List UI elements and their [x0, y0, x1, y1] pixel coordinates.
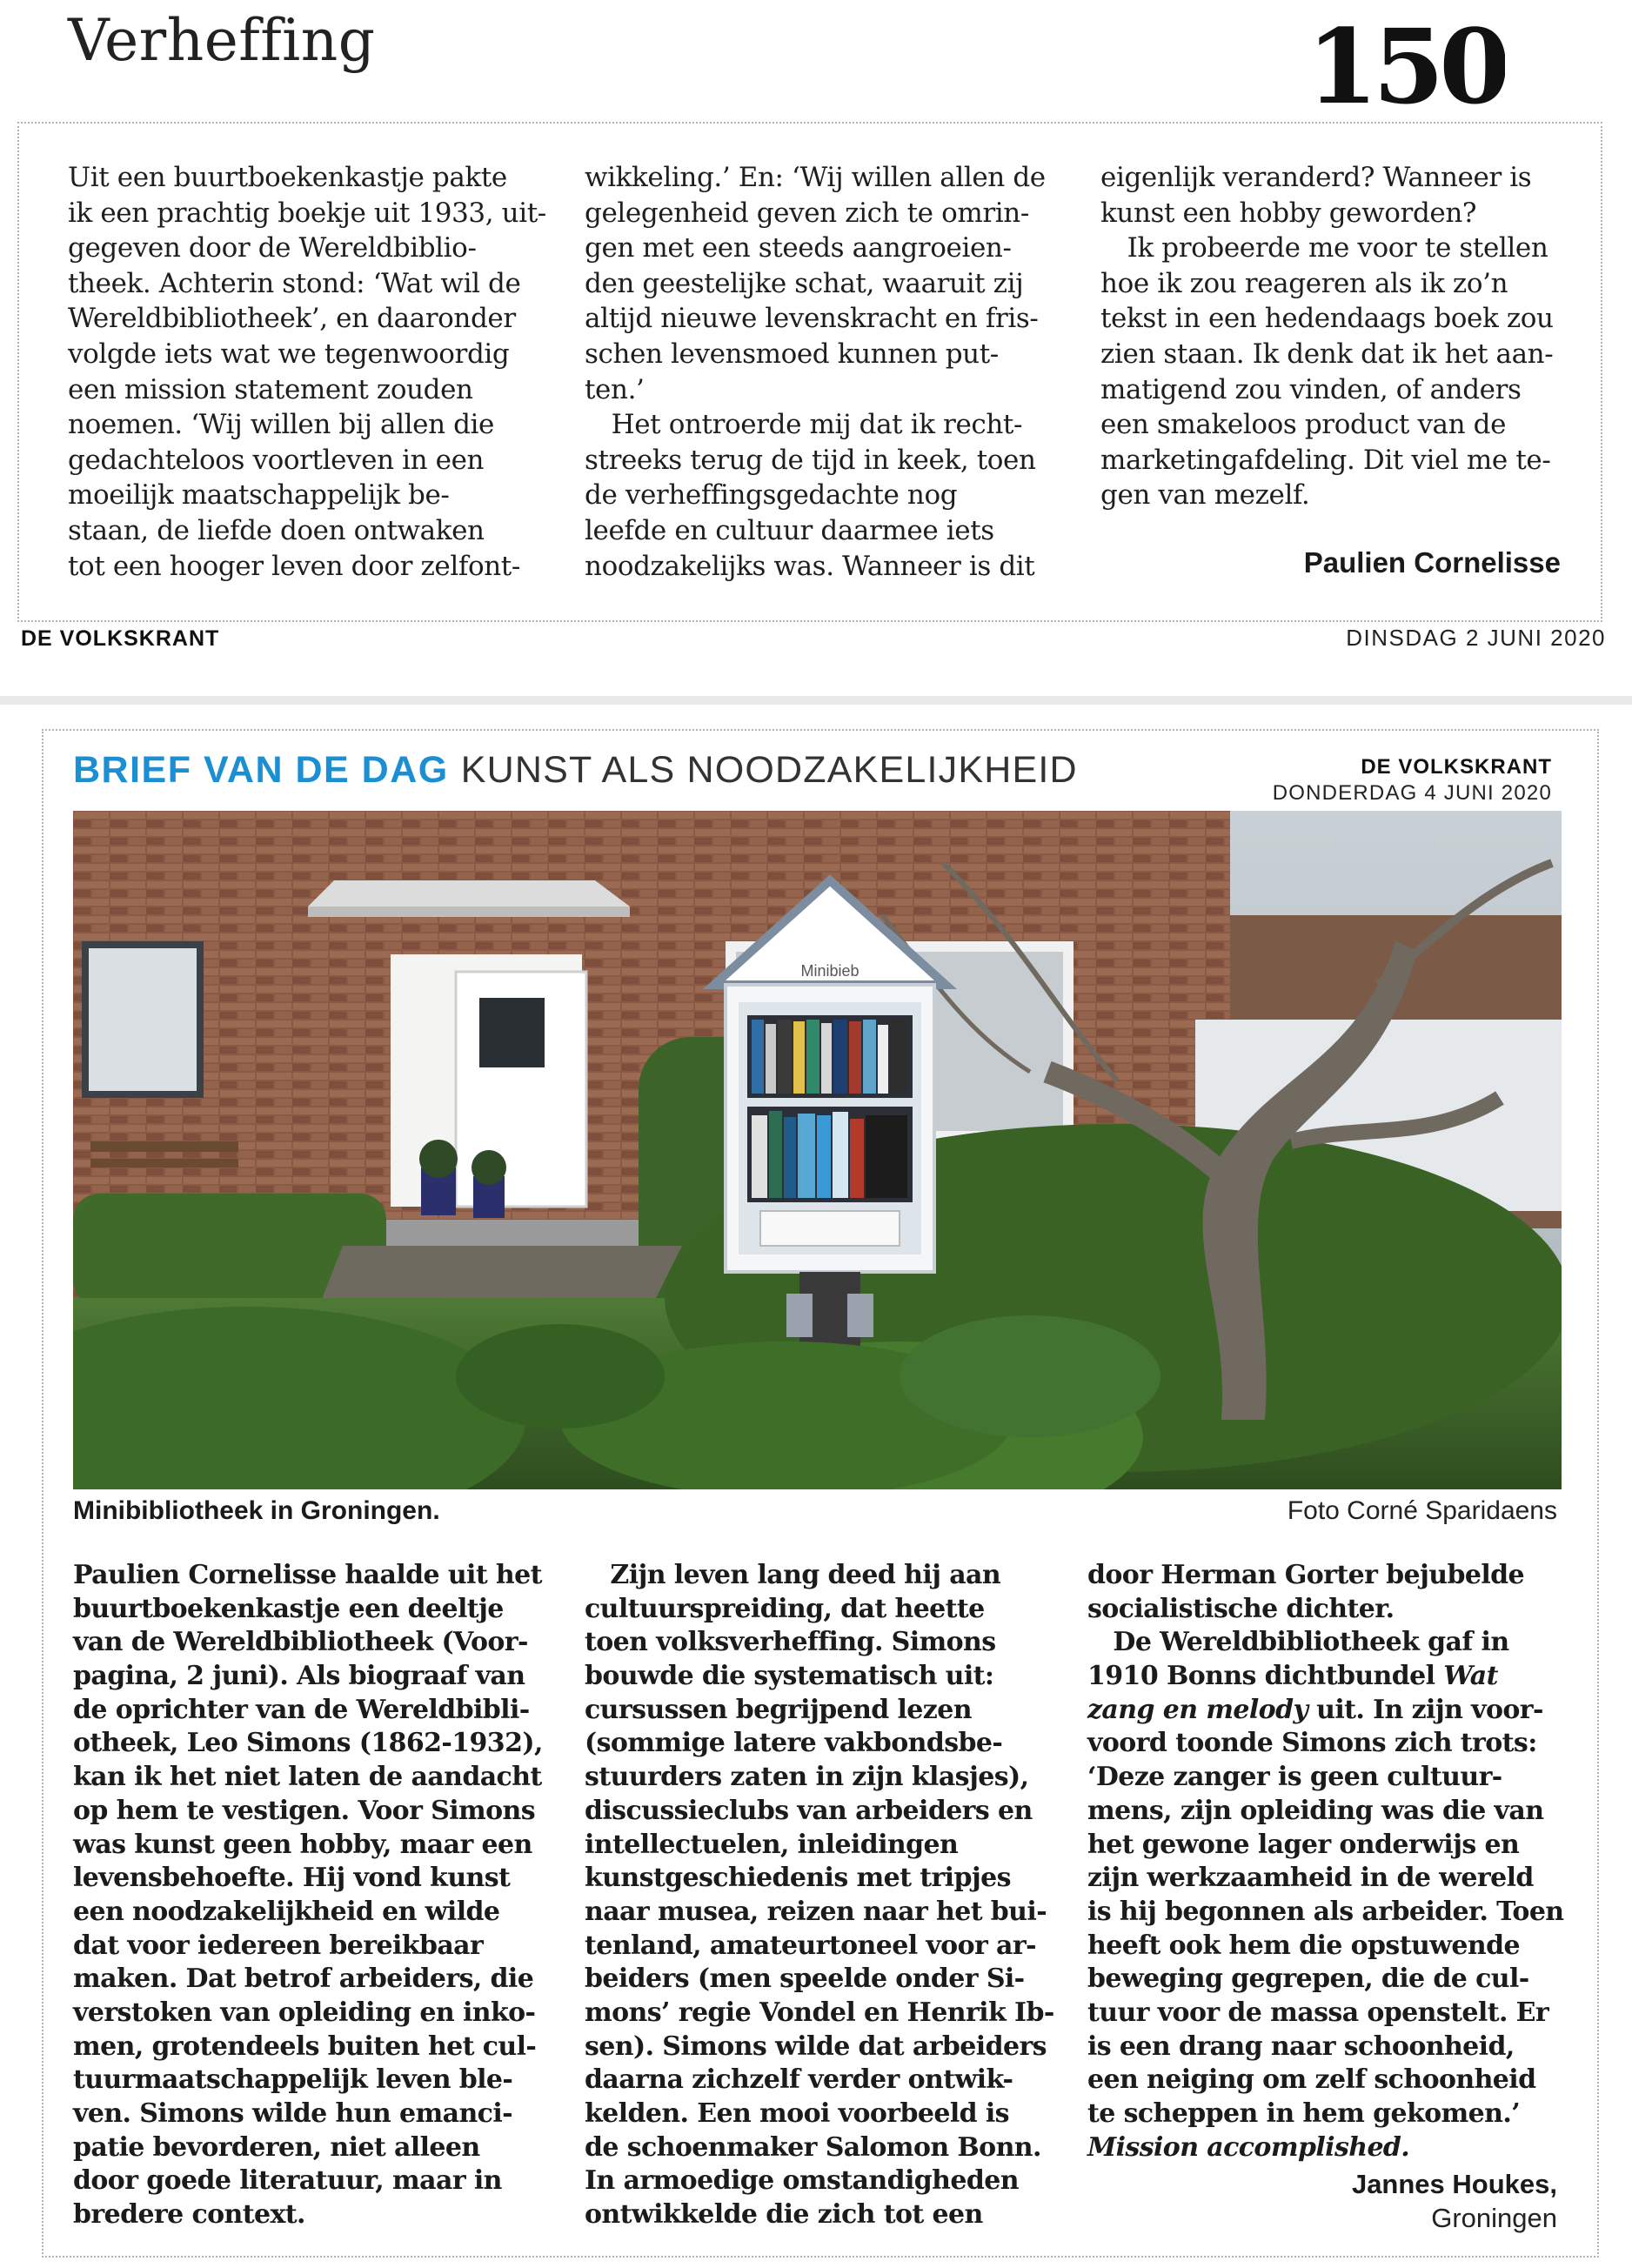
text-line: sen). Simons wilde dat arbeiders	[585, 2030, 1047, 2062]
photo-minibibliotheek	[73, 811, 1562, 1489]
photo-credit: Foto Corné Sparidaens	[1287, 1496, 1557, 1525]
article-headline: KUNST ALS NOODZAKELIJKHEID	[460, 749, 1078, 791]
text-line: bouwde die systematisch uit:	[585, 1661, 994, 1692]
text-line: De Wereldbibliotheek gaf in	[1087, 1627, 1509, 1658]
text-line: van de Wereldbibliotheek (Voor-	[73, 1627, 528, 1658]
section-heading	[73, 749, 1078, 791]
text-line: gen van mezelf.	[1100, 479, 1310, 512]
text-line: daarna zichzelf verder ontwik-	[585, 2064, 1013, 2096]
book-title-part: zang en melody	[1087, 1694, 1308, 1725]
text-line: heeft ook hem die opstuwende	[1087, 1930, 1520, 1961]
article-column-3	[1100, 160, 1592, 513]
text-line: de oprichter van de Wereldbibli-	[73, 1694, 530, 1725]
text-line: voord toonde Simons zich trots:	[1087, 1728, 1537, 1759]
text-line: Uit een buurtboekenkastje pakte	[68, 162, 507, 193]
text-line: tot een hooger leven door zelfont-	[68, 550, 520, 582]
text-line: moeilijk maatschappelijk be-	[68, 479, 450, 512]
text-line	[1087, 1694, 1575, 1728]
text-line: noemen. ‘Wij willen bij allen die	[68, 409, 494, 441]
text-line: gegeven door de Wereldbiblio-	[68, 232, 477, 264]
text-line: een neiging om zelf schoonheid	[1087, 2064, 1536, 2096]
text-line: naar musea, reizen naar het bui-	[585, 1896, 1047, 1927]
section-kicker: BRIEF VAN DE DAG	[73, 749, 449, 791]
text-line: marketingafdeling. Dit viel me te-	[1100, 444, 1551, 476]
text-line: volgde iets wat we tegenwoordig	[68, 338, 510, 370]
text-line: altijd nieuwe levenskracht en fris-	[585, 303, 1039, 335]
text-line: ten.’	[585, 373, 645, 405]
text-line: een noodzakelijkheid en wilde	[73, 1896, 500, 1927]
text-line: mons’ regie Vondel en Henrik Ib-	[585, 1997, 1054, 2028]
text-line: hoe ik zou reageren als ik zo’n	[1100, 267, 1508, 299]
text-line: kunst een hobby geworden?	[1100, 197, 1477, 229]
letter-author: Jannes Houkes,	[1351, 2169, 1557, 2199]
text-line: noodzakelijks was. Wanneer is dit	[585, 550, 1035, 582]
text-line: was kunst geen hobby, maar een	[73, 1829, 532, 1860]
text-line: het gewone lager onderwijs en	[1087, 1829, 1520, 1860]
text-line: Het ontroerde mij dat ik recht-	[585, 409, 1023, 441]
text-line: levensbehoefte. Hij vond kunst	[73, 1863, 511, 1894]
text-line: matigend zou vinden, of anders	[1100, 373, 1522, 405]
author-byline: Paulien Cornelisse	[1303, 546, 1561, 579]
text-line: kelden. Een mooi voorbeeld is	[585, 2098, 1009, 2129]
text-line: zijn werkzaamheid in de wereld	[1087, 1863, 1534, 1894]
text-line: Mission accomplished.	[1087, 2131, 1410, 2163]
text-line: intellectuelen, inleidingen	[585, 1829, 959, 1860]
text-line: op hem te vestigen. Voor Simons	[73, 1795, 536, 1826]
text-fragment: 1910 Bonns dichtbundel	[1087, 1661, 1444, 1692]
text-line: wikkeling.’ En: ‘Wij willen allen de	[585, 162, 1046, 193]
newspaper-name: DE VOLKSKRANT	[1361, 755, 1552, 779]
text-fragment: uit. In zijn voor-	[1308, 1694, 1543, 1725]
photo-sign-text: Minibieb	[800, 962, 859, 980]
text-line: te scheppen in hem gekomen.’	[1087, 2098, 1521, 2129]
text-line: tekst in een hedendaags boek zou	[1100, 303, 1554, 335]
text-line: tuurmaatschappelijk leven ble-	[73, 2064, 513, 2096]
newspaper-name: DE VOLKSKRANT	[21, 626, 220, 651]
text-line: gelegenheid geven zich te omrin-	[585, 197, 1029, 229]
publication-date: DINSDAG 2 JUNI 2020	[1346, 625, 1606, 651]
text-line: een smakeloos product van de	[1100, 409, 1507, 441]
text-line: ik een prachtig boekje uit 1933, uit-	[68, 197, 546, 229]
text-line: door Herman Gorter bejubelde	[1087, 1560, 1525, 1590]
text-line: is hij begonnen als arbeider. Toen	[1087, 1896, 1564, 1927]
text-line: patie bevorderen, niet alleen	[73, 2131, 480, 2163]
text-line: beiders (men speelde onder Si-	[585, 1964, 1025, 1995]
text-line: schen levensmoed kunnen put-	[585, 338, 999, 370]
photo-illustration	[73, 811, 1562, 1489]
letter-column-2	[585, 1559, 1072, 2232]
text-line: ‘Deze zanger is geen cultuur-	[1087, 1762, 1502, 1793]
text-line: buurtboekenkastje een deeltje	[73, 1593, 504, 1624]
text-line: dat voor iedereen bereikbaar	[73, 1930, 484, 1961]
text-line: toen volksverheffing. Simons	[585, 1627, 996, 1658]
text-line: Paulien Cornelisse haalde uit het	[73, 1560, 542, 1590]
text-line: cursussen begrijpend lezen	[585, 1694, 972, 1725]
text-line: tuur voor de massa openstelt. Er	[1087, 1997, 1549, 2028]
clipping-separator	[0, 696, 1632, 705]
clipping-brief-van-de-dag	[0, 705, 1632, 2268]
photo-caption: Minibibliotheek in Groningen.	[73, 1496, 440, 1525]
text-line: beweging gegrepen, die de cul-	[1087, 1964, 1529, 1995]
text-line: door goede literatuur, maar in	[73, 2165, 502, 2197]
text-line: stuurders zaten in zijn klasjes),	[585, 1762, 1029, 1793]
text-line	[1087, 1660, 1575, 1694]
text-line: otheek, Leo Simons (1862-1932),	[73, 1728, 543, 1759]
text-line: maken. Dat betrof arbeiders, die	[73, 1964, 534, 1995]
letter-author-place: Groningen	[1431, 2203, 1557, 2233]
text-line: socialistische dichter.	[1087, 1593, 1395, 1624]
text-line: ontwikkelde die zich tot een	[585, 2199, 983, 2231]
book-title-part: Wat	[1443, 1661, 1498, 1692]
clipping-verheffing	[0, 0, 1632, 670]
text-line: men, grotendeels buiten het cul-	[73, 2030, 537, 2062]
letter-column-3	[1087, 1559, 1575, 2164]
text-line: gedachteloos voortleven in een	[68, 444, 485, 476]
text-line: eigenlijk veranderd? Wanneer is	[1100, 162, 1532, 193]
text-line: mens, zijn opleiding was die van	[1087, 1795, 1544, 1826]
text-line: bredere context.	[73, 2199, 305, 2231]
text-line: is een drang naar schoonheid,	[1087, 2030, 1515, 2062]
text-line: kan ik het niet laten de aandacht	[73, 1762, 542, 1793]
column-title: Verheffing	[68, 7, 376, 74]
text-line: theek. Achterin stond: ‘Wat wil de	[68, 267, 521, 299]
text-line: den geestelijke schat, waaruit zij	[585, 267, 1024, 299]
text-line: zien staan. Ik denk dat ik het aan-	[1100, 338, 1554, 370]
text-line: discussieclubs van arbeiders en	[585, 1795, 1033, 1826]
text-line: de schoenmaker Salomon Bonn.	[585, 2131, 1041, 2163]
text-line: Zijn leven lang deed hij aan	[585, 1560, 1001, 1590]
letter-column-1	[73, 1559, 560, 2232]
text-line: streeks terug de tijd in keek, toen	[585, 444, 1036, 476]
text-line: staan, de liefde doen ontwaken	[68, 514, 485, 546]
text-line: verstoken van opleiding en inko-	[73, 1997, 536, 2028]
text-line: In armoedige omstandigheden	[585, 2165, 1019, 2197]
text-line: Ik probeerde me voor te stellen	[1100, 232, 1548, 264]
article-column-1	[68, 160, 559, 584]
text-line: kunstgeschiedenis met tripjes	[585, 1863, 1011, 1894]
text-line: ven. Simons wilde hun emanci-	[73, 2098, 512, 2129]
text-line: pagina, 2 juni). Als biograaf van	[73, 1661, 525, 1692]
text-line: de verheffingsgedachte nog	[585, 479, 958, 512]
text-line: (sommige latere vakbondsbe-	[585, 1728, 1003, 1759]
text-line: cultuurspreiding, dat heette	[585, 1593, 985, 1624]
article-column-2	[585, 160, 1076, 584]
text-line: gen met een steeds aangroeien-	[585, 232, 1012, 264]
text-line: een mission statement zouden	[68, 373, 473, 405]
publication-date: DONDERDAG 4 JUNI 2020	[1272, 781, 1552, 805]
text-line: tenland, amateurtoneel voor ar-	[585, 1930, 1036, 1961]
text-line: leefde en cultuur daarmee iets	[585, 514, 994, 546]
text-line: Wereldbibliotheek’, en daaronder	[68, 303, 516, 335]
column-number: 150	[1307, 16, 1506, 113]
